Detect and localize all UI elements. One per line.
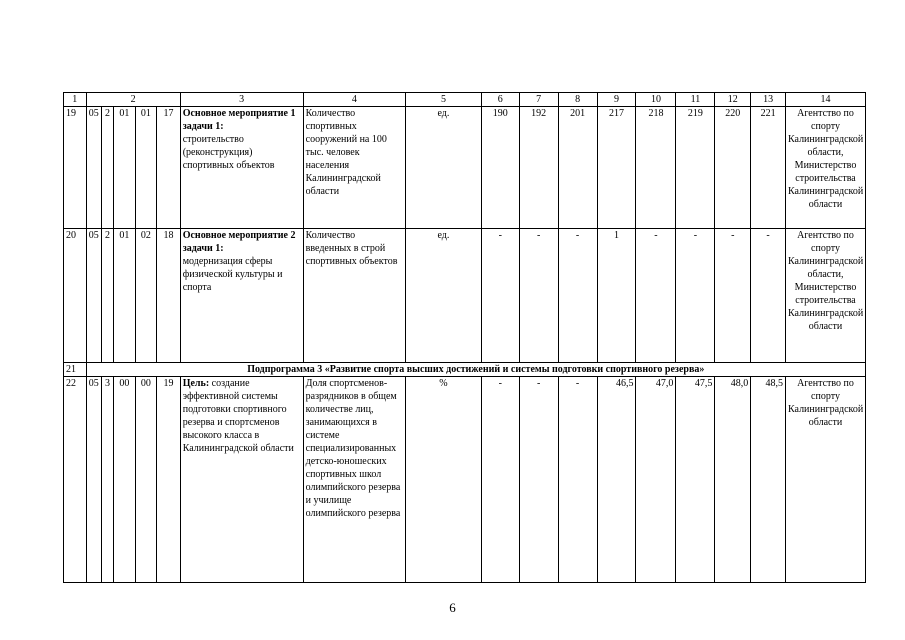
code-cell: 05 — [86, 377, 101, 583]
value-cell: - — [558, 377, 597, 583]
row-number: 21 — [64, 363, 87, 377]
value-cell: 48,5 — [751, 377, 786, 583]
measure-description: модернизация сферы физической культуры и спорта — [182, 256, 283, 293]
indicator-cell: Доля спортсменов-разрядников в общем количестве лиц, занимающихся в системе специализированных детско-юношеских спортивных школ олимпийского резерва и училище олимпийского резерва — [303, 377, 405, 583]
row-number: 20 — [64, 229, 87, 363]
header-cell: 4 — [303, 93, 405, 107]
code-cell: 01 — [114, 107, 136, 229]
table-row — [64, 377, 866, 583]
unit-cell: % — [406, 377, 482, 583]
row-number: 19 — [64, 107, 87, 229]
value-cell: 46,5 — [597, 377, 636, 583]
indicator-cell: Количество спортивных сооружений на 100 тыс. человек населения Калининградской области — [303, 107, 405, 229]
code-cell: 00 — [114, 377, 136, 583]
header-cell: 5 — [406, 93, 482, 107]
header-cell: 3 — [180, 93, 303, 107]
value-cell: - — [676, 229, 715, 363]
executor-cell: Агентство по спорту Калининградской области, Министерство строительства Калининградской области — [786, 107, 866, 229]
measure-name — [180, 107, 303, 229]
value-cell: 218 — [636, 107, 676, 229]
value-cell: 217 — [597, 107, 636, 229]
value-cell: 48,0 — [715, 377, 751, 583]
measure-name — [180, 229, 303, 363]
program-table — [63, 92, 866, 583]
header-cell: 9 — [597, 93, 636, 107]
row-number: 22 — [64, 377, 87, 583]
goal-title: Цель: — [182, 378, 210, 389]
value-cell: 47,0 — [636, 377, 676, 583]
page-number: 6 — [449, 600, 456, 615]
header-cell: 12 — [715, 93, 751, 107]
code-cell: 17 — [157, 107, 181, 229]
value-cell: 219 — [676, 107, 715, 229]
code-cell: 19 — [157, 377, 181, 583]
value-cell: 47,5 — [676, 377, 715, 583]
executor-cell: Агентство по спорту Калининградской области, Министерство строительства Калининградской области — [786, 229, 866, 363]
goal-name — [180, 377, 303, 583]
value-cell: - — [751, 229, 786, 363]
subprogram-title: Подпрограмма 3 «Развитие спорта высших достижений и системы подготовки спортивного резерва» — [86, 363, 865, 377]
code-cell: 2 — [101, 107, 113, 229]
indicator-cell: Количество введенных в строй спортивных объектов — [303, 229, 405, 363]
value-cell: - — [558, 229, 597, 363]
value-cell: 220 — [715, 107, 751, 229]
value-cell: - — [481, 377, 519, 583]
header-cell: 7 — [519, 93, 558, 107]
value-cell: - — [481, 229, 519, 363]
header-cell: 13 — [751, 93, 786, 107]
code-cell: 01 — [114, 229, 136, 363]
code-cell: 01 — [135, 107, 157, 229]
value-cell: 1 — [597, 229, 636, 363]
header-cell: 2 — [86, 93, 180, 107]
measure-description: строительство (реконструкция) спортивных объектов — [182, 134, 275, 171]
table-row — [64, 107, 866, 229]
value-cell: 221 — [751, 107, 786, 229]
code-cell: 05 — [86, 229, 101, 363]
value-cell: - — [715, 229, 751, 363]
header-cell: 10 — [636, 93, 676, 107]
value-cell: 190 — [481, 107, 519, 229]
measure-title: Основное мероприятие 1 задачи 1: — [182, 108, 296, 132]
unit-cell: ед. — [406, 229, 482, 363]
value-cell: - — [519, 377, 558, 583]
value-cell: 192 — [519, 107, 558, 229]
header-cell: 14 — [786, 93, 866, 107]
unit-cell: ед. — [406, 107, 482, 229]
measure-title: Основное мероприятие 2 задачи 1: — [182, 230, 296, 254]
code-cell: 05 — [86, 107, 101, 229]
value-cell: - — [636, 229, 676, 363]
code-cell: 18 — [157, 229, 181, 363]
code-cell: 3 — [101, 377, 113, 583]
header-cell: 8 — [558, 93, 597, 107]
header-row — [64, 93, 866, 107]
code-cell: 2 — [101, 229, 113, 363]
header-cell: 1 — [64, 93, 87, 107]
subprogram-row — [64, 363, 866, 377]
code-cell: 00 — [135, 377, 157, 583]
value-cell: 201 — [558, 107, 597, 229]
header-cell: 6 — [481, 93, 519, 107]
table-row — [64, 229, 866, 363]
executor-cell: Агентство по спорту Калининградской области — [786, 377, 866, 583]
goal-description: создание эффективной системы подготовки спортивного резерва и спортсменов высокого класса в Калининградской области — [182, 378, 294, 454]
header-cell: 11 — [676, 93, 715, 107]
value-cell: - — [519, 229, 558, 363]
code-cell: 02 — [135, 229, 157, 363]
